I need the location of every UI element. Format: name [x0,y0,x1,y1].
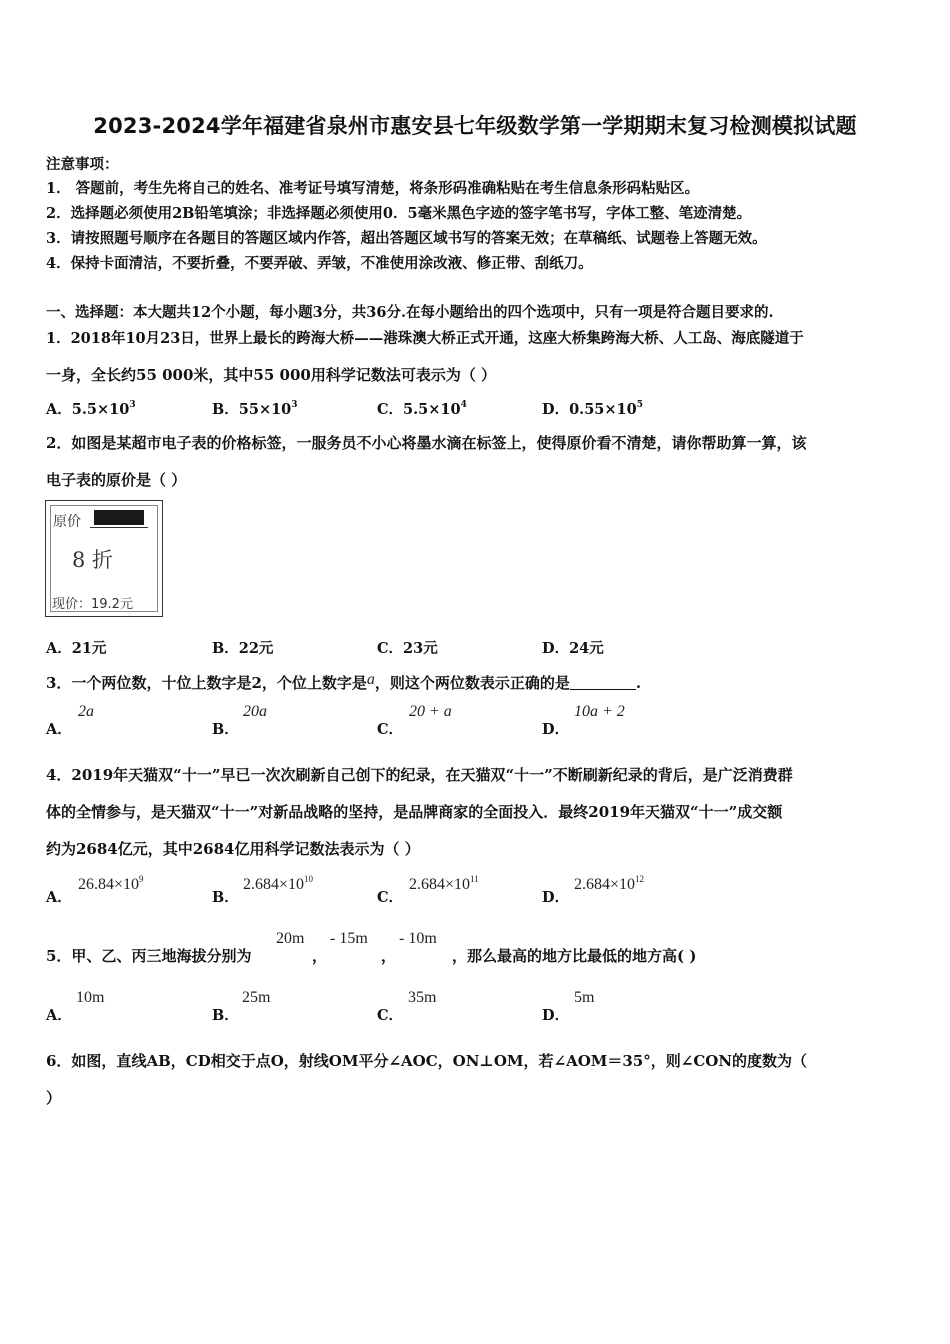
q5-stem-pre: 5．甲、乙、丙三地海拔分别为 [46,947,252,965]
q5-option-a-value: 10m [76,989,105,1006]
q4-option-b-label: B． [212,889,239,906]
q4-line-1: 4．2019年天猫双“十一”早已一次次刷新自己创下的纪录，在天猫双“十一”不断刷新纪录的背后，是广泛消费群 [46,766,793,784]
q4-option-c-label: C． [377,889,404,906]
q5-option-b-label: B． [212,1007,239,1024]
q3-option-a-expr: 2a [78,703,94,720]
q2-option-b: B．22元 [212,640,274,657]
q5-option-d-value: 5m [574,989,595,1006]
q3-option-b-expr: 20a [243,703,267,720]
notice-item-2: 2．选择题必须使用2B铅笔填涂；非选择题必须使用0．5毫米黑色字迹的签字笔书写，字体工整、笔迹清楚。 [46,205,752,222]
q3-answer-blank [570,675,636,690]
q2-option-c: C．23元 [377,640,438,657]
notice-item-4: 4．保持卡面清洁，不要折叠，不要弄破、弄皱，不准使用涂改液、修正带、刮纸刀。 [46,255,593,272]
q4-option-a-expr: $26.84\times 10^9$ [78,874,144,893]
ink-blot [94,510,144,525]
q5-stem-post: ，那么最高的地方比最低的地方高( ) [452,947,697,965]
q3-option-c-expr: 20 + a [409,703,452,720]
q3-stem: 3．一个两位数，十位上数字是2，个位上数字是a，则这个两位数表示正确的是 . [46,671,642,692]
q5-option-c-label: C． [377,1007,404,1024]
q5-option-c-value: 35m [408,989,437,1006]
q3-option-d-expr: 10a + 2 [574,703,625,720]
q1-line-2: 一身，全长约55 000米，其中55 000用科学记数法可表示为（ ） [46,366,497,384]
q1-line-1: 1．2018年10月23日，世界上最长的跨海大桥——港珠澳大桥正式开通，这座大桥集跨海大桥、人工岛、海底隧道于 [46,330,804,347]
notice-heading: 注意事项： [46,156,119,173]
section-heading: 一、选择题：本大题共12个小题，每小题3分，共36分.在每小题给出的四个选项中，只有一项是符合题目要求的. [46,304,774,321]
price-tag-figure [45,500,163,617]
q2-option-a: A．21元 [46,640,107,657]
q5-sep-1: ， [312,947,328,965]
q3-option-a-label: A． [46,721,72,738]
q6-line-1: 6．如图，直线AB，CD相交于点O，射线OM平分∠AOC，ON⊥OM，若∠AOM＝35°，则∠CON的度数为（ [46,1052,808,1070]
q5-option-d-label: D． [542,1007,570,1024]
q4-option-d-label: D． [542,889,570,906]
q4-option-a-label: A． [46,889,72,906]
q3-option-d-label: D． [542,721,570,738]
q4-option-d-expr: $2.684\times 10^{12}$ [574,874,645,893]
q1-option-b: B．$55\times 10^3$ [212,400,298,418]
q6-line-2: ） [46,1089,62,1107]
q1-option-a: A．$5.5\times 10^3$ [46,400,136,418]
q3-option-b-label: B． [212,721,239,738]
q5-value-2: - 15m [330,930,368,947]
price-tag-discount: 8 折 [72,548,114,572]
q4-option-b-expr: $2.684\times 10^{10}$ [243,874,314,893]
q5-option-a-label: A． [46,1007,72,1024]
q3-option-c-label: C． [377,721,404,738]
q5-value-3: - 10m [399,930,437,947]
q5-option-b-value: 25m [242,989,271,1006]
notice-item-1: 1． 答题前，考生先将自己的姓名、准考证号填写清楚，将条形码准确粘贴在考生信息条形码粘贴区。 [46,180,700,197]
q4-option-c-expr: $2.684\times 10^{11}$ [409,874,479,893]
q4-line-2: 体的全情参与，是天猫双“十一”对新品战略的坚持，是品牌商家的全面投入．最终2019年天猫双“十一”成交额 [46,803,783,821]
q2-line-2: 电子表的原价是（ ） [46,471,187,489]
q2-line-1: 2．如图是某超市电子表的价格标签，一服务员不小心将墨水滴在标签上，使得原价看不清楚，请你帮助算一算，该 [46,434,807,452]
notice-item-3: 3．请按照题号顺序在各题目的答题区域内作答，超出答题区域书写的答案无效；在草稿纸、试题卷上答题无效。 [46,230,767,247]
q5-sep-2: ， [381,947,397,965]
q1-option-c: C．$5.5\times 10^4$ [377,400,467,418]
exam-title: 2023-2024学年福建省泉州市惠安县七年级数学第一学期期末复习检测模拟试题 [93,114,857,138]
price-tag-original-label: 原价 [53,514,81,530]
q5-value-1: 20m [276,930,305,947]
q1-option-d: D．$0.55\times 10^5$ [542,400,643,418]
price-tag-current-price: 现价：19.2元 [52,597,133,612]
price-tag-underline [90,527,148,528]
q4-line-3: 约为2684亿元，其中2684亿用科学记数法表示为（ ） [46,840,420,858]
q2-option-d: D．24元 [542,640,604,657]
